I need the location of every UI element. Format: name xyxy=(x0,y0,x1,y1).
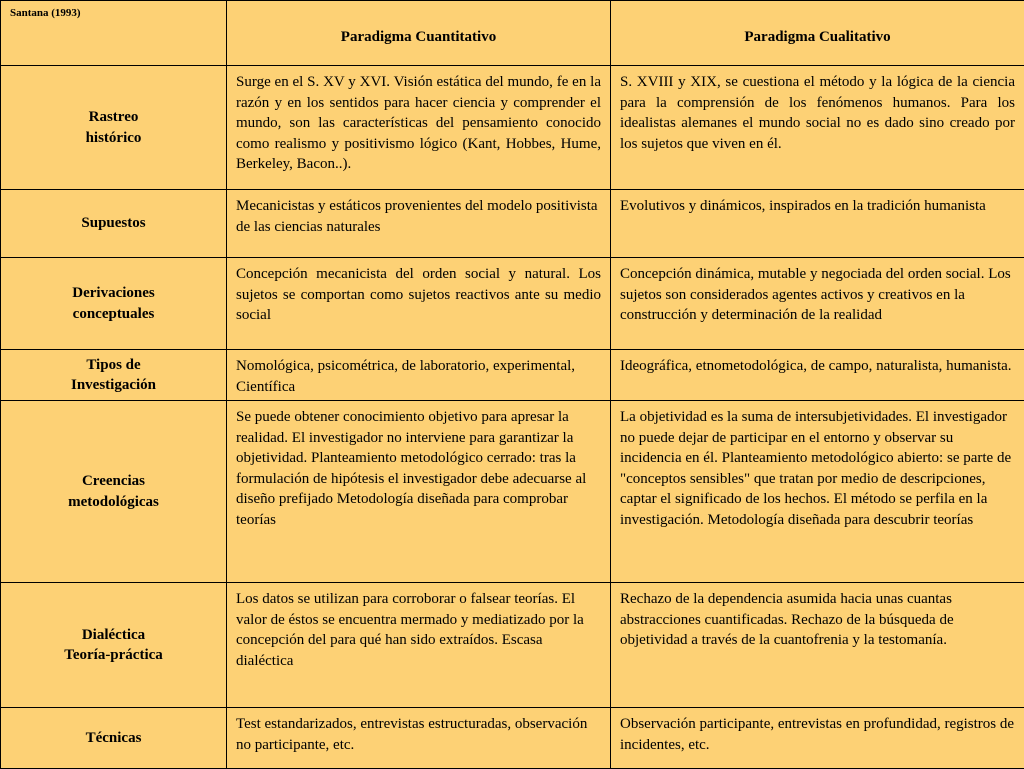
header-row xyxy=(1,1,1024,66)
cell-qualitative: Rechazo de la dependencia asumida hacia unas cuantas abstracciones cuantificadas. Rechazo de la búsqueda de objetividad a través de la cuantofrenia y la testomanía. xyxy=(611,583,1024,708)
cell-qualitative: S. XVIII y XIX, se cuestiona el método y la lógica de la ciencia para la comprensión de los fenómenos humanos. Para los idealistas alemanes el mundo social no es dado sino creado por los sujetos que viven en él. xyxy=(611,66,1024,190)
cell-qualitative: La objetividad es la suma de intersubjetividades. El investigador no puede dejar de participar en el entorno y observar su incidencia en él. Planteamiento metodológico abierto: se parte de "conceptos sensibles" que tratan por medio de descripciones, captar el significado de los hechos. El método se perfila en la investigación. Metodología diseñada para descubrir teorías xyxy=(611,401,1024,583)
cell-quantitative: Los datos se utilizan para corroborar o falsear teorías. El valor de éstos se encuentra mermado y mediatizado por la concepción del para qué han sido extraídos. Escasa dialéctica xyxy=(227,583,611,708)
row-label-line: Supuestos xyxy=(7,213,220,234)
cell-qualitative: Concepción dinámica, mutable y negociada del orden social. Los sujetos son considerados agentes activos y creativos en la construcción y determinación de la realidad xyxy=(611,258,1024,350)
cell-qualitative: Observación participante, entrevistas en profundidad, registros de incidentes, etc. xyxy=(611,708,1024,769)
column-header-qualitative: Paradigma Cualitativo xyxy=(611,1,1024,66)
cell-quantitative: Test estandarizados, entrevistas estructuradas, observación no participante, etc. xyxy=(227,708,611,769)
row-label-line: Tipos de xyxy=(7,355,220,376)
cell-quantitative: Nomológica, psicométrica, de laboratorio, experimental, Científica xyxy=(227,350,611,401)
row-label-line: Teoría-práctica xyxy=(7,645,220,666)
cell-qualitative: Ideográfica, etnometodológica, de campo, naturalista, humanista. xyxy=(611,350,1024,401)
source-citation: Santana (1993) xyxy=(1,1,227,66)
cell-quantitative: Concepción mecanicista del orden social y natural. Los sujetos se comportan como sujetos reactivos ante su medio social xyxy=(227,258,611,350)
column-header-quantitative: Paradigma Cuantitativo xyxy=(227,1,611,66)
cell-quantitative: Surge en el S. XV y XVI. Visión estática del mundo, fe en la razón y en los sentidos para hacer ciencia y comprender el mundo, son las características del pensamiento conocido como realismo y positivismo lógico (Kant, Hobbes, Hume, Berkeley, Bacon..). xyxy=(227,66,611,190)
table-row xyxy=(1,401,1024,583)
row-label-derivaciones-conceptuales xyxy=(1,258,227,350)
row-label-rastreo-historico xyxy=(1,66,227,190)
table-row xyxy=(1,350,1024,401)
row-label-line: Derivaciones xyxy=(7,283,220,304)
row-label-line: Dialéctica xyxy=(7,625,220,646)
table-row xyxy=(1,583,1024,708)
row-label-line: Investigación xyxy=(7,375,220,396)
row-label-tipos-de-investigacion xyxy=(1,350,227,401)
row-label-tecnicas xyxy=(1,708,227,769)
table-row xyxy=(1,258,1024,350)
row-label-creencias-metodologicas xyxy=(1,401,227,583)
row-label-line: Técnicas xyxy=(7,728,220,749)
table-row xyxy=(1,708,1024,769)
row-label-dialectica-teoria-practica xyxy=(1,583,227,708)
cell-qualitative: Evolutivos y dinámicos, inspirados en la tradición humanista xyxy=(611,190,1024,258)
cell-quantitative: Mecanicistas y estáticos provenientes del modelo positivista de las ciencias naturales xyxy=(227,190,611,258)
row-label-line: metodológicas xyxy=(7,492,220,513)
row-label-line: conceptuales xyxy=(7,304,220,325)
row-label-line: histórico xyxy=(7,128,220,149)
table-row xyxy=(1,66,1024,190)
row-label-supuestos xyxy=(1,190,227,258)
cell-quantitative: Se puede obtener conocimiento objetivo para apresar la realidad. El investigador no interviene para garantizar la objetividad. Planteamiento metodológico cerrado: tras la formulación de hipótesis el investigador debe adecuarse al diseño prefijado Metodología diseñada para comprobar teorías xyxy=(227,401,611,583)
row-label-line: Creencias xyxy=(7,471,220,492)
table-row xyxy=(1,190,1024,258)
row-label-line: Rastreo xyxy=(7,107,220,128)
